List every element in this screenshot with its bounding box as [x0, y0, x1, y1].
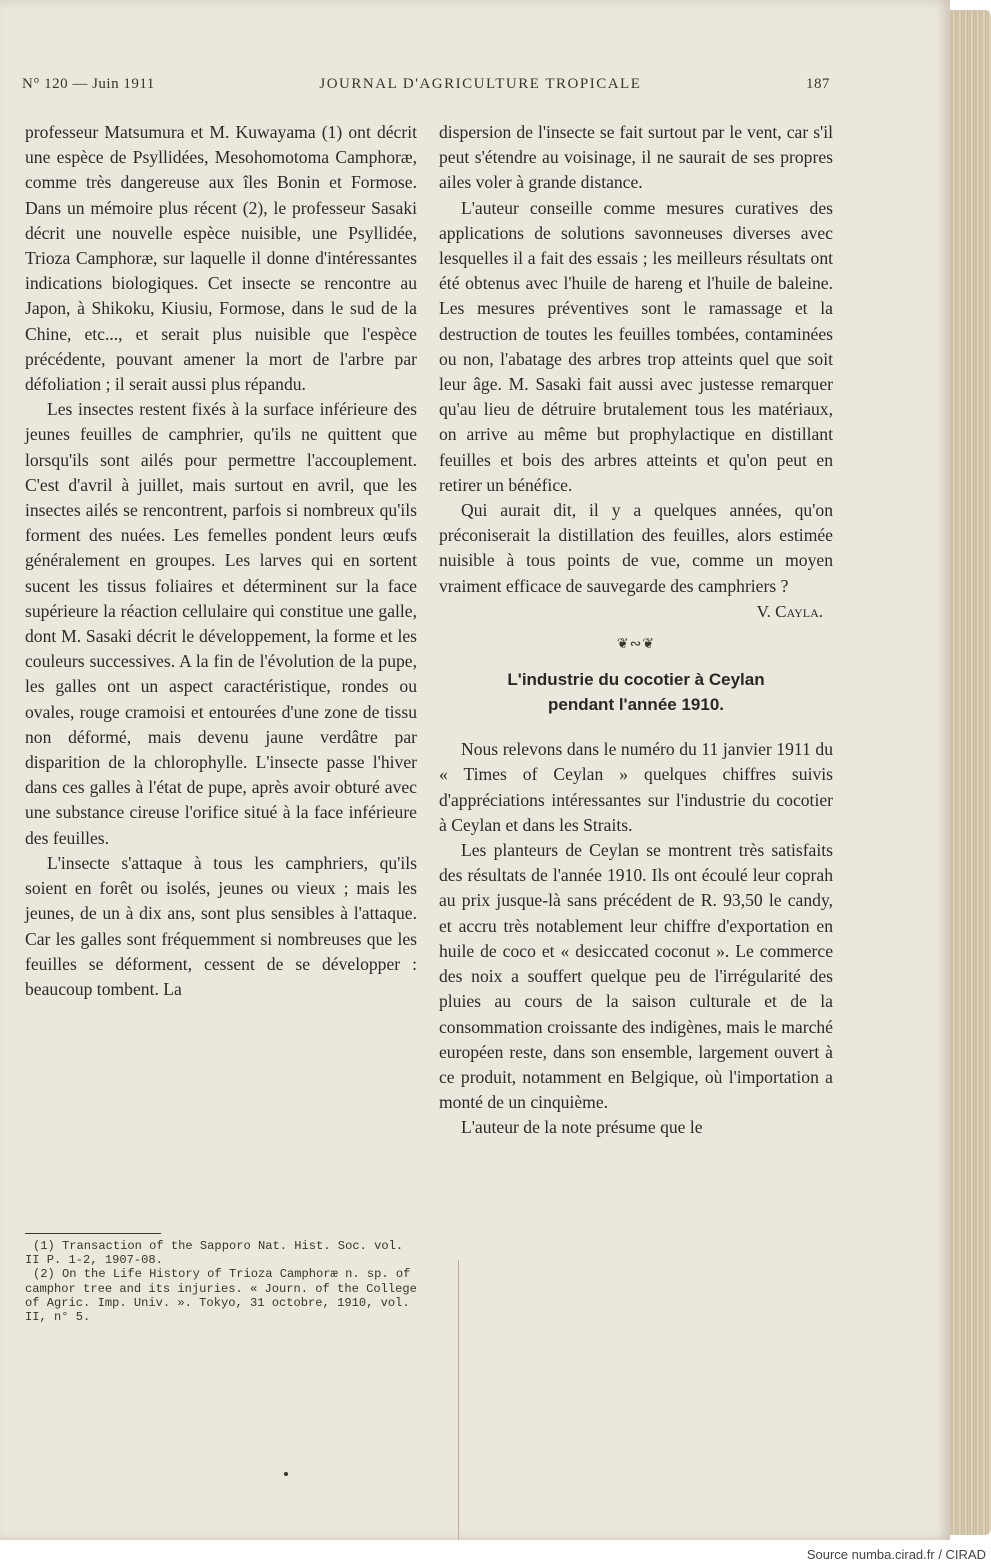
footnote-1: (1) Transaction of the Sapporo Nat. Hist. Soc. vol. II P. 1-2, 1907-08. — [25, 1239, 404, 1268]
footnote-divider — [25, 1233, 161, 1234]
left-paragraph-1: professeur Matsumura et M. Kuwayama (1) ont décrit une espèce de Psyllidées, Mesohomotoma Camphoræ, comme très dangereuse aux îles Bonin et Formose. Dans un mémoire plus récent (2), le professeur Sasaki décrit une nouvelle espèce nuisible, une Psyllidée, Trioza Camphoræ, sur laquelle il donne d'intéressantes indications biologiques. Cet insecte se rencontre au Japon, à Shikoku, Kiusiu, Formose, dans le sud de la Chine, etc..., et serait plus nuisible que l'espèce précédente, pouvant amener la mort de l'arbre par défoliation ; il serait aussi plus répandu. — [25, 122, 417, 395]
section-paragraph-1: Nous relevons dans le numéro du 11 janvier 1911 du « Times of Ceylan » quelques chiffres suivis d'appréciations intéressantes sur l'industrie du cocotier à Ceylan et dans les Straits. — [439, 739, 833, 835]
journal-title: JOURNAL D'AGRICULTURE TROPICALE — [319, 76, 642, 92]
right-paragraph-2: L'auteur conseille comme mesures curatives des applications de solutions savonneuses diverses avec lesquelles il a fait des essais ; les meilleurs résultats ont été obtenus avec l'huile de hareng et l'huile de baleine. Les mesures préventives sont le ramassage et la destruction de toutes les feuilles tombées, contaminées ou non, l'abatage des arbres trop atteints quel que soit leur âge. M. Sasaki fait aussi avec justesse remarquer qu'au lieu de détruire brutalement tous les matériaux, on arrive au même but prophylactique en distillant feuilles et bois des arbres atteints et qu'on peut en retirer un bénéfice. — [439, 197, 833, 495]
left-paragraph-2: Les insectes restent fixés à la surface inférieure des jeunes feuilles de camphrier, qu'ils ne quittent que lorsqu'ils sont ailés pour permettre l'accouplement. C'est d'avril à juillet, mais surtout en avril, que les insectes ailés se rencontrent, parfois si nombreux qu'ils forment des nuées. Les femelles pondent leurs œufs généralement en groupes. Les larves qui en sortent sucent les tissus foliaires et déterminent sur la face supérieure la réaction cellulaire qui constitue une galle, dont M. Sasaki décrit le développement, la forme et les couleurs successives. A la fin de l'évolution de la pupe, les galles ont un aspect caractéristique, rondes ou ovales, rouge cramoisi et entourées d'une zone de tissu non déformé, mais devenu jaune verdâtre par disparition de la chlorophylle. L'insecte passe l'hiver dans ces galles à l'état de pupe, après avoir obturé avec une substance cireuse l'orifice situé à la face inférieure des feuilles. — [25, 399, 417, 848]
section-paragraph-3: L'auteur de la note présume que le — [461, 1117, 703, 1138]
section-paragraph-2: Les planteurs de Ceylan se montrent très satisfaits des résultats de l'année 1910. Ils ont écoulé leur coprah au prix jusque-là sans précédent de R. 93,50 le candy, et accru très notablement leur chiffre d'exportation en huile de coco et « desiccated coconut ». Le commerce des noix a souffert quelque peu de l'irrégularité des pluies au cours de la saison culturale et de la consommation croissante des indigènes, mais le marché européen reste, dans son ensemble, largement ouvert à ce produit, notamment en Belgique, où l'importation a monté de un cinquième. — [439, 840, 833, 1113]
right-paragraph-3: Qui aurait dit, il y a quelques années, qu'on préconiserait la distillation des feuilles, alors estimée nuisible à tous points de vue, comme un moyen vraiment efficace de sauvegarde des camphriers ? — [439, 500, 833, 596]
left-paragraph-3: L'insecte s'attaque à tous les camphriers, qu'ils soient en forêt ou isolés, jeunes ou vieux ; mais les jeunes, de un à dix ans, sont plus sensibles à l'attaque. Car les galles sont fréquemment si nombreuses que les feuilles se déforment, cessent de se développer : beaucoup tombent. La — [25, 852, 417, 999]
issue-label: N° 120 — Juin 1911 — [22, 76, 155, 92]
right-column — [439, 120, 833, 1141]
binding-crease — [458, 1260, 459, 1540]
ink-speck — [284, 1472, 288, 1476]
section-heading-line-1: L'industrie du cocotier à Ceylan — [507, 670, 765, 690]
left-column — [25, 120, 417, 1002]
source-credit: Source numba.cirad.fr / CIRAD — [806, 1547, 986, 1562]
footnotes — [25, 1239, 417, 1324]
footnote-2: (2) On the Life History of Trioza Camphoræ n. sp. of camphor tree and its injuries. « Journ. of the College of Agric. Imp. Univ. ». Tokyo, 31 octobre, 1910, vol. II, n° 5. — [25, 1267, 417, 1325]
page-number: 187 — [806, 76, 830, 92]
running-header — [22, 76, 830, 93]
section-heading-line-2: pendant l'année 1910. — [548, 695, 724, 715]
book-page-edges — [950, 10, 991, 1535]
author-signature: V. Cayla. — [756, 601, 823, 621]
right-paragraph-1: dispersion de l'insecte se fait surtout par le vent, car s'il peut s'étendre au voisinage, il ne saurait de ses propres ailes voler à grande distance. — [439, 122, 833, 193]
section-heading — [439, 667, 833, 717]
section-ornament: ❦∾❦ — [616, 637, 656, 653]
